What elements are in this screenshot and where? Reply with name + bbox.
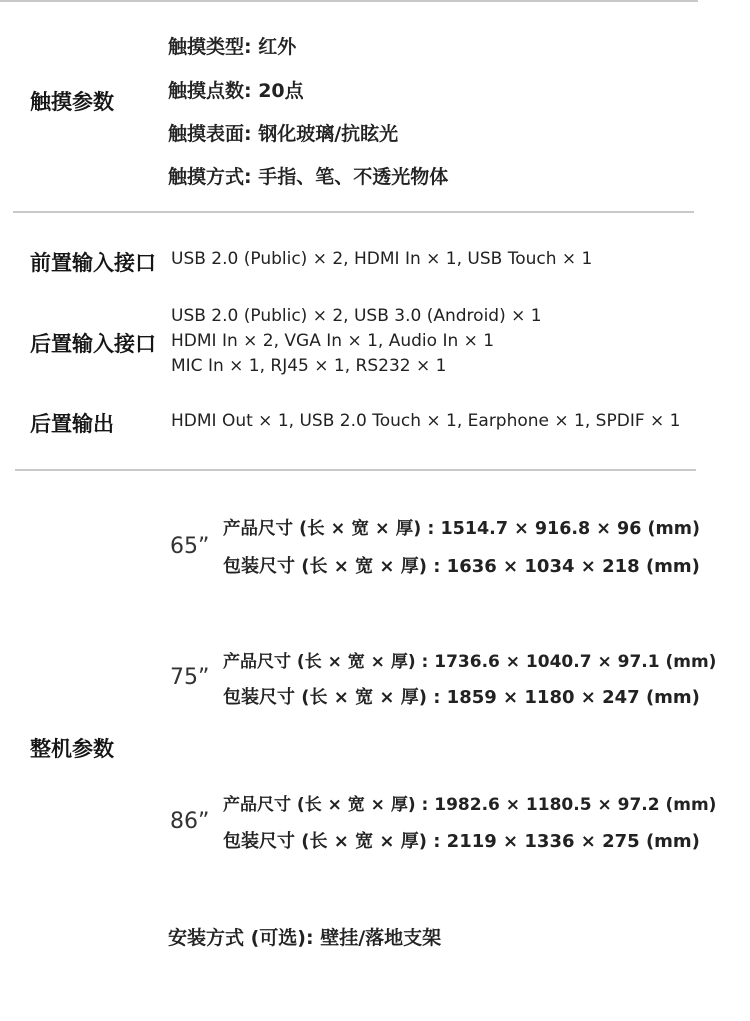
top-divider	[0, 0, 698, 2]
product-size-75: 产品尺寸 (长 × 宽 × 厚) : 1736.6 × 1040.7 × 97.1 (mm)	[223, 652, 717, 672]
touch-method-line: 触摸方式: 手指、笔、不透光物体	[168, 166, 449, 188]
install-method: 安装方式 (可选): 壁挂/落地支架	[168, 927, 442, 949]
rear-input-line-1: USB 2.0 (Public) × 2, USB 3.0 (Android) × 1	[171, 306, 542, 326]
divider-ports-machine	[15, 469, 696, 471]
product-size-65: 产品尺寸 (长 × 宽 × 厚) : 1514.7 × 916.8 × 96 (mm)	[223, 519, 700, 539]
product-size-86: 产品尺寸 (长 × 宽 × 厚) : 1982.6 × 1180.5 × 97.2 (mm)	[223, 795, 717, 815]
size-label-86: 86”	[170, 809, 210, 834]
rear-input-line-3: MIC In × 1, RJ45 × 1, RS232 × 1	[171, 356, 447, 376]
rear-output-title: 后置输出	[30, 412, 114, 436]
divider-touch-ports	[13, 211, 694, 213]
package-size-86: 包装尺寸 (长 × 宽 × 厚) : 2119 × 1336 × 275 (mm)	[223, 831, 700, 852]
touch-surface-line: 触摸表面: 钢化玻璃/抗眩光	[168, 123, 399, 145]
touch-section-title: 触摸参数	[30, 90, 114, 114]
size-label-75: 75”	[170, 665, 210, 690]
touch-points-line: 触摸点数: 20点	[168, 80, 304, 102]
rear-input-line-2: HDMI In × 2, VGA In × 1, Audio In × 1	[171, 331, 495, 351]
machine-section-title: 整机参数	[30, 737, 114, 761]
rear-output-line: HDMI Out × 1, USB 2.0 Touch × 1, Earphone × 1, SPDIF × 1	[171, 411, 681, 431]
touch-type-line: 触摸类型: 红外	[168, 36, 297, 58]
front-input-line: USB 2.0 (Public) × 2, HDMI In × 1, USB Touch × 1	[171, 249, 593, 269]
rear-input-title: 后置输入接口	[30, 332, 156, 356]
package-size-65: 包装尺寸 (长 × 宽 × 厚) : 1636 × 1034 × 218 (mm)	[223, 556, 700, 577]
package-size-75: 包装尺寸 (长 × 宽 × 厚) : 1859 × 1180 × 247 (mm)	[223, 687, 700, 708]
size-label-65: 65”	[170, 534, 210, 559]
front-input-title: 前置输入接口	[30, 251, 156, 275]
